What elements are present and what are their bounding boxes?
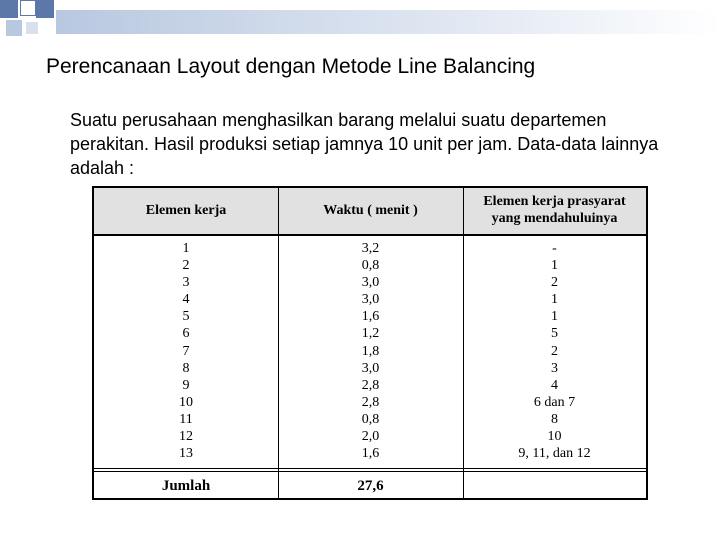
- table-cell-prasyarat: 1: [551, 292, 558, 308]
- table-cell-elemen: 12: [179, 429, 193, 445]
- line-balancing-table: [92, 186, 648, 500]
- table-cell-elemen: 2: [182, 258, 190, 274]
- table-cell-prasyarat: 10: [547, 429, 562, 445]
- table-cell-waktu: 3,2: [361, 241, 380, 256]
- table-cell-prasyarat: 2: [551, 343, 558, 359]
- deco-square: [36, 0, 54, 18]
- table-cell-prasyarat: 9, 11, dan 12: [518, 446, 591, 462]
- table-cell-waktu: 0,8: [361, 258, 380, 274]
- table-cell-elemen: 13: [179, 446, 193, 462]
- table-cell-waktu: 1,6: [361, 446, 380, 462]
- table-cell-elemen: 9: [182, 377, 190, 393]
- table-cell-prasyarat: 4: [551, 377, 558, 393]
- table-cell-elemen: 6: [182, 326, 190, 342]
- table-cell-waktu: 3,0: [361, 292, 380, 308]
- table-cell-waktu: 1,8: [361, 343, 380, 359]
- table-cell-elemen: 11: [179, 411, 193, 427]
- table-cell-prasyarat: 5: [551, 326, 558, 342]
- header-elemen-kerja: Elemen kerja: [145, 203, 227, 218]
- header-prasyarat-line2: yang mendahuluinya: [491, 211, 618, 226]
- deco-square: [20, 0, 36, 16]
- table-cell-prasyarat: 1: [551, 258, 558, 274]
- table-cell-waktu: 2,8: [361, 394, 380, 410]
- footer-total: 27,6: [357, 478, 384, 494]
- table-cell-waktu: 3,0: [361, 360, 380, 376]
- table-cell-waktu: 2,0: [361, 429, 380, 445]
- table-cell-waktu: 2,8: [361, 377, 380, 393]
- intro-text: Suatu perusahaan menghasilkan barang melalui suatu departemen perakitan. Hasil produksi setiap jamnya 10 unit per jam. Data-data lainnya adalah :: [70, 110, 659, 178]
- header-prasyarat-line1: Elemen kerja prasyarat: [483, 194, 626, 209]
- column-elemen: [94, 240, 278, 462]
- column-prasyarat: [463, 240, 646, 462]
- table-cell-waktu: 1,2: [361, 326, 380, 342]
- footer-divider: [94, 471, 646, 472]
- table-cell-prasyarat: 3: [551, 360, 558, 376]
- table-cell-elemen: 5: [182, 309, 190, 325]
- table-cell-prasyarat: 1: [551, 309, 558, 325]
- table-cell-waktu: 0,8: [361, 411, 380, 427]
- deco-band: [56, 10, 720, 34]
- table-cell-elemen: 4: [182, 292, 190, 308]
- table-cell-elemen: 3: [182, 275, 190, 291]
- header-waktu: Waktu ( menit ): [323, 203, 418, 218]
- column-waktu: [278, 240, 463, 462]
- table-cell-prasyarat: -: [552, 241, 557, 256]
- deco-square: [26, 22, 38, 34]
- page-title: Perencanaan Layout dengan Metode Line Balancing: [46, 55, 536, 78]
- table-cell-prasyarat: 8: [551, 411, 558, 427]
- deco-square: [0, 0, 18, 18]
- table-cell-elemen: 8: [182, 360, 190, 376]
- table-cell-elemen: 1: [182, 241, 190, 256]
- table-cell-prasyarat: 6 dan 7: [533, 394, 576, 410]
- table-cell-waktu: 3,0: [361, 275, 380, 291]
- decorative-squares: [0, 0, 720, 40]
- table-cell-elemen: 10: [179, 394, 193, 410]
- table-cell-waktu: 1,6: [361, 309, 380, 325]
- table-cell-elemen: 7: [182, 343, 190, 359]
- table-cell-prasyarat: 2: [551, 275, 558, 291]
- deco-square: [6, 20, 22, 36]
- footer-label: Jumlah: [161, 478, 211, 494]
- header-prasyarat: [463, 193, 646, 227]
- footer-divider: [94, 468, 646, 469]
